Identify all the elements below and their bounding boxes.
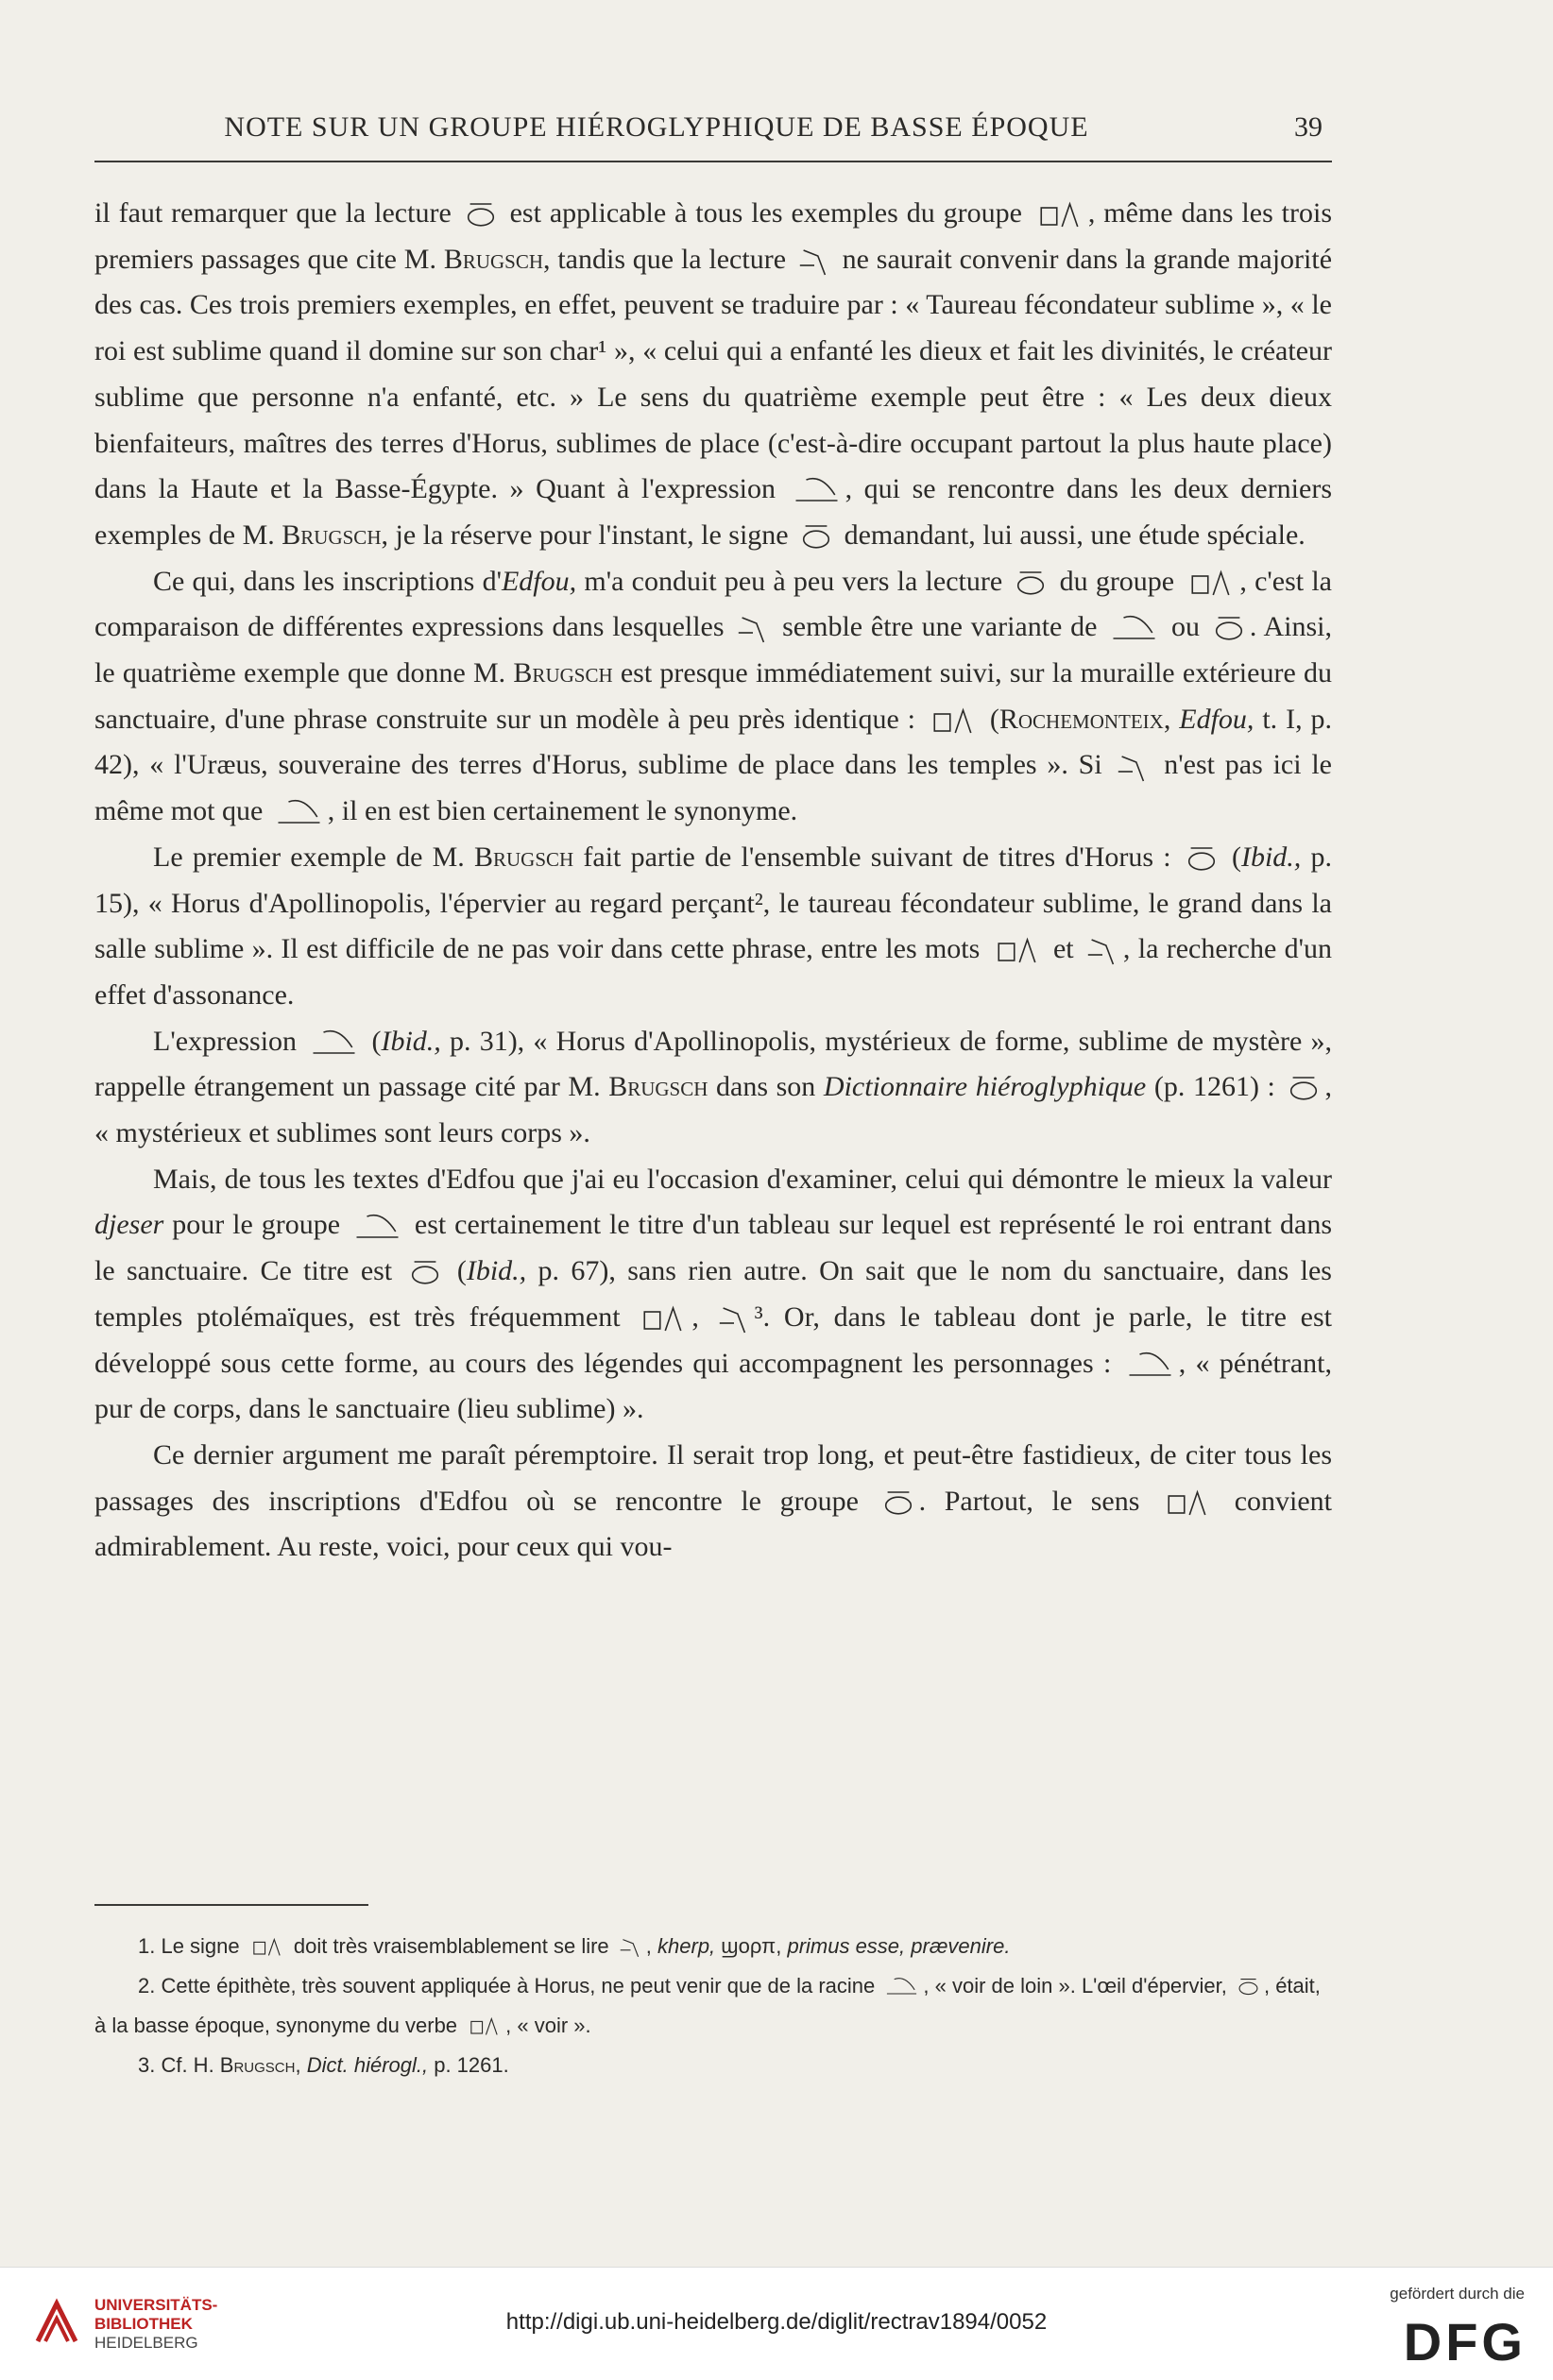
hieroglyph-group-icon	[637, 1300, 689, 1338]
hieroglyph-group-icon	[351, 1209, 403, 1247]
hieroglyph-group-icon	[991, 932, 1043, 970]
hieroglyph-group-icon	[1013, 565, 1049, 603]
funded-by-label: gefördert durch die	[1390, 2285, 1525, 2303]
footnote-3: 3. Cf. H. Brugsch, Dict. hiérogl., p. 1261.	[138, 2053, 509, 2077]
hieroglyph-group-icon	[735, 610, 771, 648]
paragraph-5: Mais, de tous les textes d'Edfou que j'ai eu l'occasion d'examiner, celui qui démontre le mieux la valeur djeser pour le groupe est certainement le titre d'un tableau sur lequel est représenté le roi entrant dans le sanctuaire. Ce titre est (Ibid., p. 67), sans rien autre. On sait que le nom du sanctuaire, dans les temples ptolémaïques, est très fréquemment , ³. Or, dans le tableau dont je parle, le titre est développé sous cette forme, au cours des légendes qui accompagnent les personnages : , « pénétrant, pur de corps, dans le sanctuaire (lieu sublime) ».	[94, 1163, 1333, 1425]
hieroglyph-group-icon	[1185, 565, 1237, 603]
hieroglyph-group-icon	[1161, 1485, 1213, 1522]
hieroglyph-group-icon	[798, 518, 834, 556]
hieroglyph-group-icon	[407, 1254, 443, 1292]
hieroglyph-group-icon	[796, 243, 832, 280]
hieroglyph-group-icon	[883, 1974, 920, 2000]
dfg-logo: DFG	[1403, 2312, 1527, 2372]
hieroglyph-group-icon	[1286, 1070, 1322, 1108]
paragraph-2: Ce qui, dans les inscriptions d'Edfou, m'a conduit peu à peu vers la lecture du groupe , c'est la comparaison de différentes expressions dans lesquelles semble être une variante de ou . Ainsi, le quatrième exemple que donne M. Brugsch est presque immédiatement suivi, sur la muraille extérieure du sanctuaire, d'une phrase construite sur un modèle à peu près identique : (Rochemonteix, Edfou, t. I, p. 42), « l'Uræus, souveraine des terres d'Horus, sublime de place dans les temples ». Si n'est pas ici le même mot que , il en est bien certainement le synonyme.	[94, 559, 1332, 835]
running-head: NOTE SUR UN GROUPE HIÉROGLYPHIQUE DE BASSE ÉPOQUE	[224, 111, 1089, 143]
footnote-2: 2. Cette épithète, très souvent appliquée à Horus, ne peut venir que de la racine , « voir de loin ». L'œil d'épervier, , était, à la basse époque, synonyme du verbe , « voir ».	[94, 1966, 1332, 2046]
hieroglyph-group-icon	[1184, 841, 1220, 878]
page-number: 39	[1294, 111, 1323, 143]
institution-line-3: HEIDELBERG	[94, 2334, 198, 2352]
hieroglyph-group-icon	[463, 196, 499, 234]
hieroglyph-group-icon	[880, 1485, 916, 1522]
hieroglyph-group-icon	[273, 794, 325, 832]
footnote-divider	[94, 1904, 368, 1906]
hieroglyph-group-icon	[466, 2014, 503, 2040]
hieroglyph-group-icon	[1115, 749, 1151, 787]
permalink-url[interactable]: http://digi.ub.uni-heidelberg.de/diglit/rectrav1894/0052	[505, 2309, 1048, 2335]
library-footer	[0, 2267, 1553, 2380]
institution-line-1: UNIVERSITÄTS-	[94, 2296, 218, 2314]
hieroglyph-group-icon	[1124, 1347, 1176, 1385]
hieroglyph-group-icon	[618, 1934, 643, 1961]
hieroglyph-group-icon	[927, 703, 979, 740]
hieroglyph-group-icon	[716, 1300, 752, 1338]
paragraph-6: Ce dernier argument me paraît péremptoire. Il serait trop long, et peut-être fastidieux, de citer tous les passages des inscriptions d'Edfou où se rencontre le groupe . Partout, le sens convient admirablement. Au reste, voici, pour ceux qui vou-	[94, 1438, 1332, 1563]
hieroglyph-group-icon	[1033, 196, 1085, 234]
page-header	[94, 104, 1332, 162]
hieroglyph-group-icon	[248, 1934, 285, 1961]
paragraph-4: L'expression (Ibid., p. 31), « Horus d'Apollinopolis, mystérieux de forme, sublime de mystère », rappelle étrangement un passage cité par M. Brugsch dans son Dictionnaire hiéroglyphique (p. 1261) : , « mystérieux et sublimes sont leurs corps ».	[94, 1025, 1332, 1149]
body-text	[94, 191, 1332, 1571]
paragraph-3: Le premier exemple de M. Brugsch fait partie de l'ensemble suivant de titres d'Horus : (Ibid., p. 15), « Horus d'Apollinopolis, l'épervier au regard perçant², le taureau fécondateur sublime, le grand dans la salle sublime ». Il est difficile de ne pas voir dans cette phrase, entre les mots et , la recherche d'un effet d'assonance.	[94, 841, 1332, 1011]
hieroglyph-group-icon	[1211, 610, 1247, 648]
institution-line-2: BIBLIOTHEK	[94, 2315, 193, 2333]
hieroglyph-group-icon	[791, 472, 843, 510]
hieroglyph-group-icon	[308, 1025, 360, 1062]
footnotes	[94, 1927, 1332, 2085]
hieroglyph-group-icon	[1108, 610, 1160, 648]
hieroglyph-group-icon	[1236, 1974, 1261, 2000]
footnote-1: 1. Le signe doit très vraisemblablement se lire , kherp, ϣορπ, primus esse, prævenire.	[94, 1927, 1332, 1966]
hieroglyph-group-icon	[1084, 932, 1120, 970]
paragraph-1: il faut remarquer que la lecture est applicable à tous les exemples du groupe , même dans les trois premiers passages que cite M. Brugsch, tandis que la lecture ne saurait convenir dans la grande majorité des cas. Ces trois premiers exemples, en effet, peuvent se traduire par : « Taureau fécondateur sublime », « le roi est sublime quand il domine sur son char¹ », « celui qui a enfanté les dieux et fait les divinités, le créateur sublime que personne n'a enfanté, etc. » Le sens du quatrième exemple peut être : « Les deux dieux bienfaiteurs, maîtres des terres d'Horus, sublimes de place (c'est-à-dire occupant partout la plus haute place) dans la Haute et la Basse-Égypte. » Quant à l'expression , qui se rencontre dans les deux derniers exemples de M. Brugsch, je la réserve pour l'instant, le signe demandant, lui aussi, une étude spéciale.	[94, 191, 1332, 559]
